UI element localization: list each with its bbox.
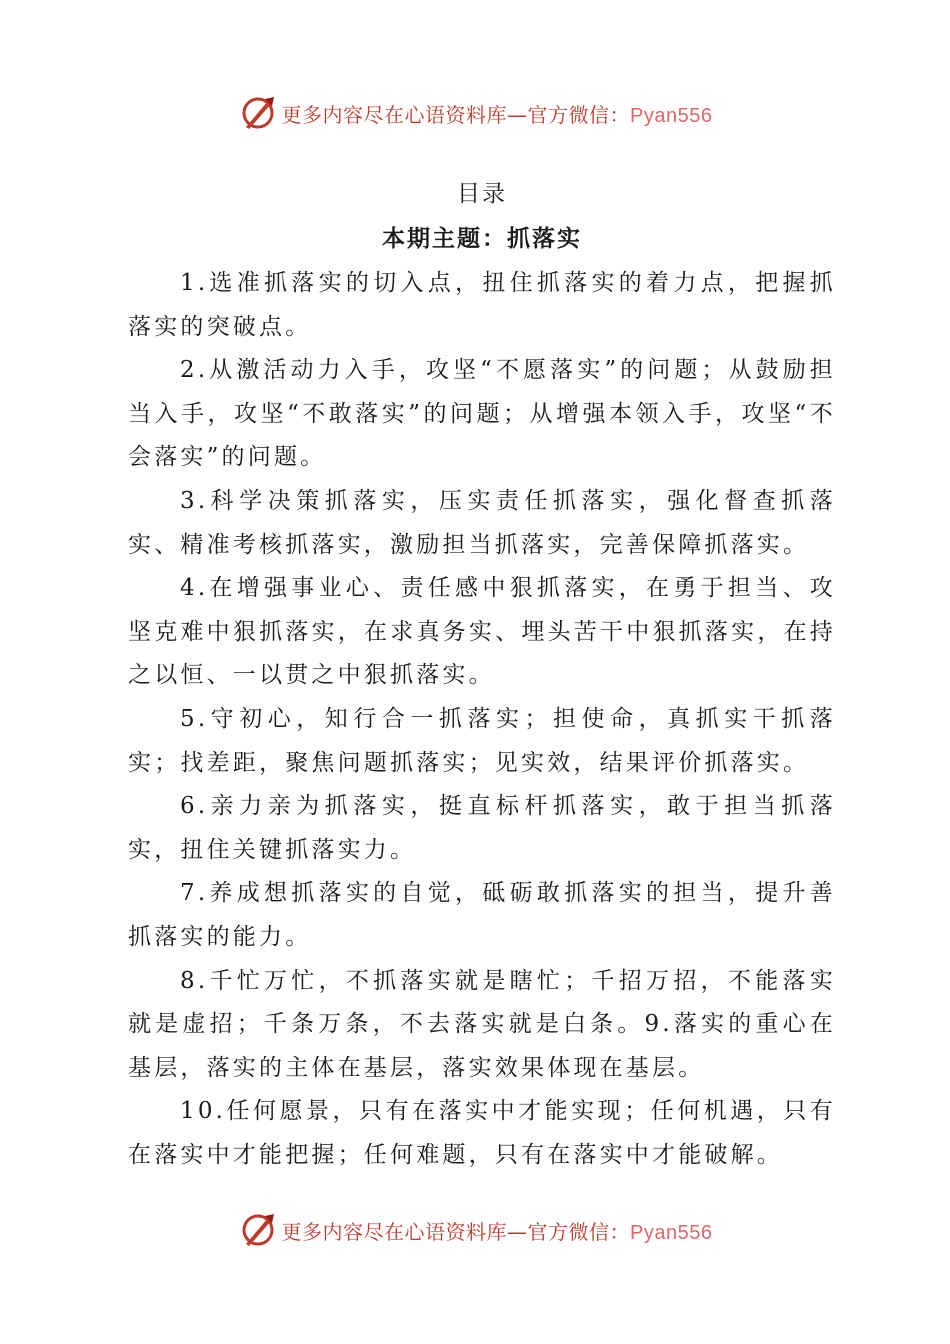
watermark-text: 更多内容尽在心语资料库—官方微信：Pyan556	[281, 1219, 713, 1244]
watermark-banner-top	[0, 93, 950, 133]
list-item: 8.千忙万忙，不抓落实就是瞎忙；千招万招，不能落实就是虚招；千条万条，不去落实就是白条。9.落实的重心在基层，落实的主体在基层，落实效果体现在基层。	[128, 967, 836, 1081]
list-item: 10.任何愿景，只有在落实中才能实现；任何机遇，只有在落实中才能把握；任何难题，只有在落实中才能破解。	[128, 1098, 836, 1168]
list-item: 2.从激活动力入手，攻坚“不愿落实”的问题；从鼓励担当入手，攻坚“不敢落实”的问题；从增强本领入手，攻坚“不会落实”的问题。	[128, 357, 836, 471]
quill-pen-logo	[238, 93, 278, 133]
watermark-banner-bottom	[0, 1210, 950, 1250]
theme-heading: 本期主题：抓落实	[382, 226, 582, 252]
list-item: 3.科学决策抓落实，压实责任抓落实，强化督查抓落实、精准考核抓落实，激励担当抓落实，完善保障抓落实。	[128, 487, 836, 558]
quill-pen-logo	[238, 1210, 278, 1250]
document-body	[128, 172, 836, 1177]
list-item: 1.选准抓落实的切入点，扭住抓落实的着力点，把握抓落实的突破点。	[128, 270, 836, 340]
list-item: 7.养成想抓落实的自觉，砥砺敢抓落实的担当，提升善抓落实的能力。	[128, 880, 836, 950]
list-item: 5.守初心，知行合一抓落实；担使命，真抓实干抓落实；找差距，聚焦问题抓落实；见实效，结果评价抓落实。	[128, 705, 836, 776]
list-item: 6.亲力亲为抓落实，挺直标杆抓落实，敢于担当抓落实，扭住关键抓落实力。	[128, 793, 836, 863]
toc-title: 目录	[457, 181, 507, 207]
list-item: 4.在增强事业心、责任感中狠抓落实，在勇于担当、攻坚克难中狠抓落实，在求真务实、埋头苦干中狠抓落实，在持之以恒、一以贯之中狠抓落实。	[128, 575, 836, 689]
watermark-text: 更多内容尽在心语资料库—官方微信：Pyan556	[281, 102, 713, 127]
